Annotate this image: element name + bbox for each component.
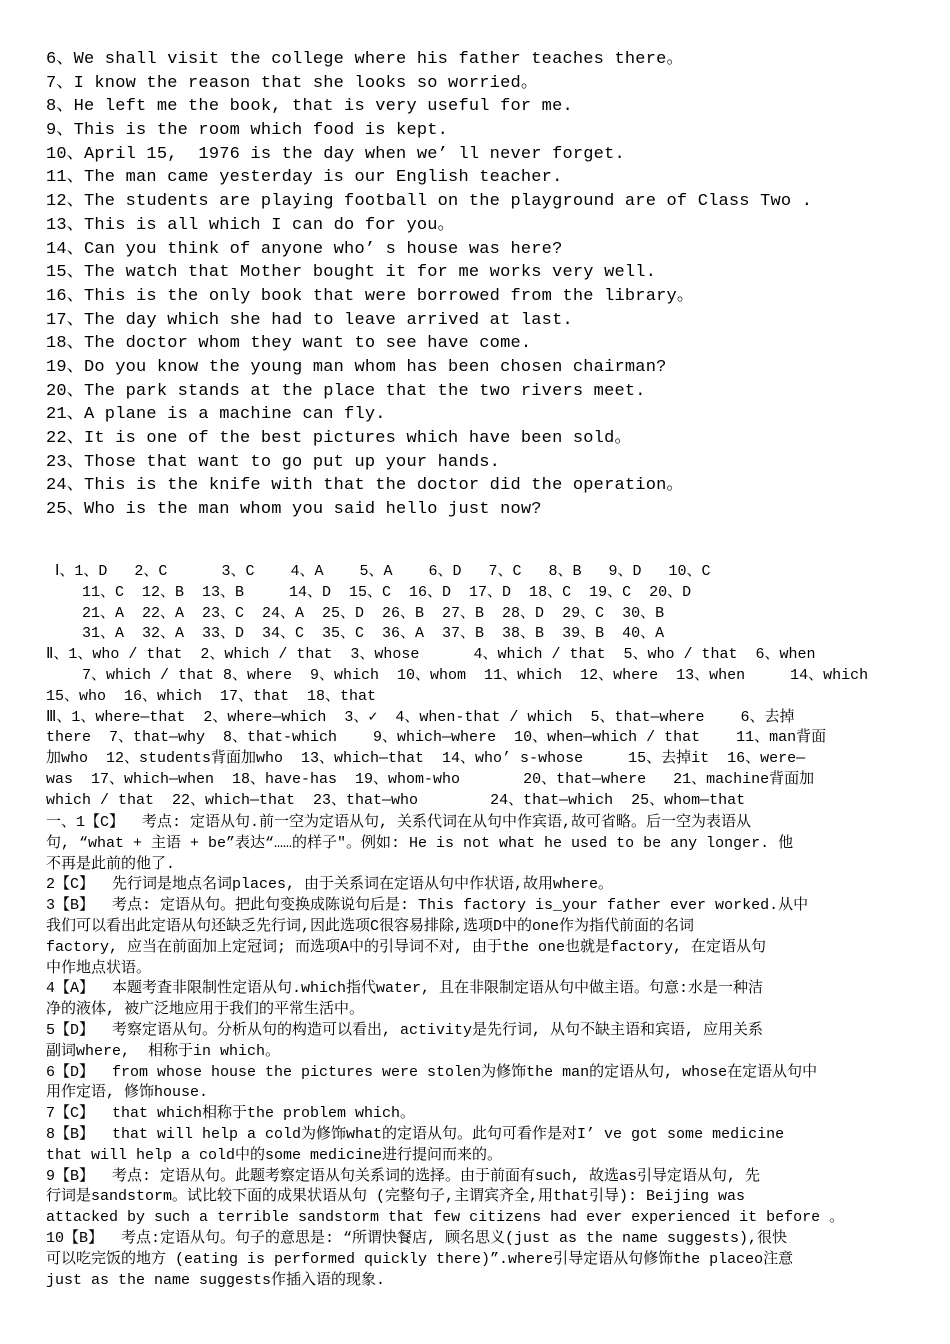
explanation-line: 7【C】 that which相称于the problem which。 xyxy=(46,1105,416,1123)
explanation-line: 中作地点状语。 xyxy=(46,959,152,977)
sentence-line: 15、The watch that Mother bought it for me works very well. xyxy=(46,263,657,283)
explanation-line: 净的液体, 被广泛地应用于我们的平常生活中。 xyxy=(46,1001,365,1019)
explanation-line: 不再是此前的他了. xyxy=(46,855,176,873)
explanation-line: 行词是sandstorm。试比较下面的成果状语从句 (完整句子,主谓宾齐全,用that引导): Beijing was xyxy=(46,1188,746,1206)
explanation-line: just as the name suggests作插入语的现象. xyxy=(46,1271,386,1289)
answer-key xyxy=(46,562,912,812)
answer-key-line: Ⅱ、1、who / that 2、which / that 3、whose 4、which / that 5、who / that 6、when xyxy=(46,646,816,664)
explanation-line: 3【B】 考点: 定语从句。把此句变换成陈说句后是: This factory is_your father ever worked.从中 xyxy=(46,897,809,915)
sentence-line: 19、Do you know the young man whom has been chosen chairman? xyxy=(46,357,667,377)
sentence-line: 25、Who is the man whom you said hello just now? xyxy=(46,500,542,520)
explanation-line: 句, “what + 主语 + be”表达“……的样子"。例如: He is not what he used to be any longer. 他 xyxy=(46,834,794,852)
sentence-line: 11、The man came yesterday is our English teacher. xyxy=(46,168,563,188)
answer-key-line: there 7、that—why 8、that-which 9、which—where 10、when—which / that 11、man背面 xyxy=(46,729,827,747)
sentence-line: 14、Can you think of anyone who’ s house was here? xyxy=(46,239,563,259)
explanation-line: 4【A】 本题考査非限制性定语从句.which指代water, 且在非限制定语从句中做主语。句意:水是一种洁 xyxy=(46,980,764,998)
answer-key-line: 31、A 32、A 33、D 34、C 35、C 36、A 37、B 38、B 39、B 40、A xyxy=(46,625,665,643)
error-correction-sentences xyxy=(46,48,926,522)
explanation-line: 9【B】 考点: 定语从句。此题考察定语从句关系词的选择。由于前面有such, 故选as引导定语从句, 先 xyxy=(46,1167,761,1185)
explanation-line: 一、1【C】 考点: 定语从句.前一空为定语从句, 关系代词在从句中作宾语,故可省略。后一空为表语从 xyxy=(46,814,752,831)
sentence-line: 18、The doctor whom they want to see have come. xyxy=(46,334,532,354)
answer-key-line: was 17、which—when 18、have-has 19、whom-who 20、that—where 21、machine背面加 xyxy=(46,770,815,788)
explanation-line: 副词where, 相称于in which。 xyxy=(46,1042,281,1060)
sentence-line: 24、This is the knife with that the doctor did the operation。 xyxy=(46,476,684,496)
explanation-line: 可以吃完饭的地方 (eating is performed quickly there)”.where引导定语从句修饰the placeo注意 xyxy=(46,1250,794,1268)
sentence-line: 7、I know the reason that she looks so worried。 xyxy=(46,73,539,93)
explanation-line: 6【D】 from whose house the pictures were stolen为修饰the man的定语从句, whose在定语从句中 xyxy=(46,1063,818,1081)
answer-key-line: Ⅰ、1、D 2、C 3、C 4、A 5、A 6、D 7、C 8、B 9、D 10、C xyxy=(46,563,711,580)
answer-key-line: 21、A 22、A 23、C 24、A 25、D 26、B 27、B 28、D 29、C 30、B xyxy=(46,604,665,622)
explanation-line: factory, 应当在前面加上定冠词; 而选项A中的引导词不对, 由于the one也就是factory, 在定语从句 xyxy=(46,938,767,956)
sentence-line: 13、This is all which I can do for you。 xyxy=(46,215,455,235)
explanation-line: that will help a cold中的some medicine进行提问而来的。 xyxy=(46,1146,503,1164)
explanation-line: attacked by such a terrible sandstorm that few citizens had ever experienced it before 。 xyxy=(46,1209,845,1227)
answer-key-line: which / that 22、which—that 23、that—who 24、that—which 25、whom—that xyxy=(46,791,746,809)
answer-key-line: Ⅲ、1、where—that 2、where—which 3、✓ 4、when-that / which 5、that—where 6、去掉 xyxy=(46,708,795,726)
sentence-line: 20、The park stands at the place that the two rivers meet. xyxy=(46,381,646,401)
answer-key-line: 加who 12、students背面加who 13、which—that 14、who’ s-whose 15、去掉it 16、were— xyxy=(46,750,806,768)
sentence-line: 21、A plane is a machine can fly. xyxy=(46,405,386,425)
explanation-line: 用作定语, 修饰house. xyxy=(46,1084,209,1102)
answer-key-line: 11、C 12、B 13、B 14、D 15、C 16、D 17、D 18、C 19、C 20、D xyxy=(46,583,692,601)
sentence-line: 9、This is the room which food is kept. xyxy=(46,121,449,141)
sentence-line: 8、He left me the book, that is very useful for me. xyxy=(46,97,573,117)
explanation-line: 2【C】 先行词是地点名词places, 由于关系词在定语从句中作状语,故用where。 xyxy=(46,876,614,894)
sentence-line: 16、This is the only book that were borrowed from the library。 xyxy=(46,286,695,306)
sentence-line: 23、Those that want to go put up your hands. xyxy=(46,452,501,472)
sentence-line: 22、It is one of the best pictures which have been sold。 xyxy=(46,429,632,448)
sentence-line: 17、The day which she had to leave arrived at last. xyxy=(46,310,573,330)
explanation-line: 8【B】 that will help a cold为修饰what的定语从句。此句可看作是对I’ ve got some medicine xyxy=(46,1125,785,1143)
answer-key-line: 7、which / that 8、where 9、which 10、whom 11、which 12、where 13、when 14、which xyxy=(46,666,869,684)
explanation-line: 10【B】 考点:定语从句。句子的意思是: “所谓快餐店, 顾名思义(just as the name suggests),很快 xyxy=(46,1229,788,1247)
sentence-line: 12、The students are playing football on the playground are of Class Two . xyxy=(46,192,813,212)
sentence-line: 6、We shall visit the college where his father teaches there。 xyxy=(46,50,684,69)
answer-key-line: 15、who 16、which 17、that 18、that xyxy=(46,687,377,705)
explanation-line: 我们可以看出此定语从句还缺乏先行词,因此选项C很容易排除,选项D中的one作为指代前面的名词 xyxy=(46,917,695,935)
explanation-line: 5【D】 考察定语从句。分析从句的构造可以看出, activity是先行词, 从句不缺主语和宾语, 应用关系 xyxy=(46,1021,764,1039)
answer-explanations xyxy=(46,813,912,1291)
sentence-line: 10、April 15, 1976 is the day when we’ ll never forget. xyxy=(46,144,625,164)
